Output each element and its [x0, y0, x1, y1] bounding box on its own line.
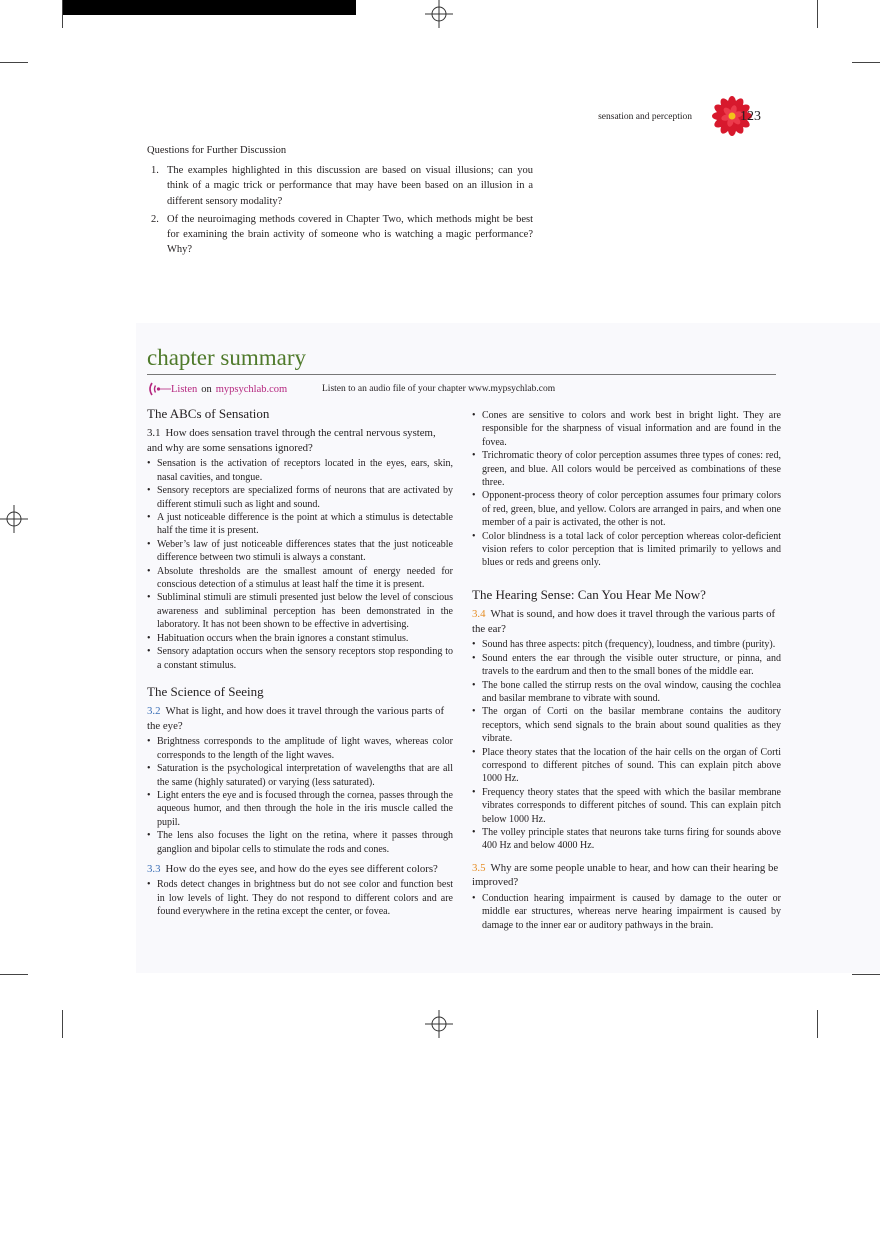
audio-icon [147, 382, 171, 396]
bullet-list [472, 409, 781, 570]
summary-divider [147, 374, 776, 375]
list-item: • Saturation is the psychological interpretation of wavelengths that are all the same (highly saturated) or varying (less saturated). [147, 762, 453, 789]
learning-objective [147, 862, 453, 877]
list-item: • The volley principle states that neurons take turns firing for sounds above 400 Hz and below 4000 Hz. [472, 826, 781, 853]
listen-link[interactable] [147, 382, 287, 396]
learning-objective [147, 426, 453, 455]
chapter-summary-title: chapter summary [147, 345, 307, 370]
question-number: 1. [151, 165, 159, 176]
list-item: • Opponent-process theory of color perception assumes four primary colors of red, green, blue, and yellow. Colors are arranged in pairs, and when one member of a pair is activated, the other is not. [472, 489, 781, 529]
section-heading: The Science of Seeing [147, 683, 264, 699]
printer-black-bar [62, 0, 356, 15]
summary-right-column [472, 409, 781, 932]
list-item: • Cones are sensitive to colors and work best in bright light. They are responsible for the sharpness of visual information and are found in the fovea. [472, 409, 781, 449]
crop-mark [0, 974, 28, 975]
list-item: • Color blindness is a total lack of color perception whereas color-deficient vision refers to color perception that is limited primarily to yellows and blues or reds and greens only. [472, 530, 781, 570]
list-item: • Light enters the eye and is focused through the cornea, passes through the aqueous humor, and then through the hole in the iris muscle called the pupil. [147, 789, 453, 829]
learning-objective-text: What is light, and how does it travel through the various parts of the eye? [147, 705, 445, 732]
list-item: • The lens also focuses the light on the retina, where it passes through ganglion and bipolar cells to stimulate the rods and cones. [147, 829, 453, 856]
question-text: Of the neuroimaging methods covered in Chapter Two, which methods might be best for examining the brain activity of someone who is watching a magic performance? Why? [167, 213, 533, 256]
list-item: • Rods detect changes in brightness but do not see color and function best in low levels of light. They do not respond to different colors and are found everywhere in the retina except the center, or fovea. [147, 878, 453, 918]
crop-mark [62, 0, 63, 28]
learning-objective-text: What is sound, and how does it travel through the various parts of the ear? [472, 608, 776, 635]
learning-objective-number: 3.5 [472, 861, 486, 874]
crop-mark [62, 1010, 63, 1038]
learning-objective [472, 861, 781, 890]
question-item [147, 163, 533, 209]
crop-mark [0, 62, 28, 63]
bullet-list [472, 892, 781, 932]
list-item: • Sensation is the activation of receptors located in the eyes, ears, skin, nasal cavities, and tongue. [147, 457, 453, 484]
registration-mark-icon [425, 1010, 453, 1038]
crop-mark [852, 974, 880, 975]
listen-on-label: on [201, 383, 212, 395]
list-item: • Sound has three aspects: pitch (frequency), loudness, and timbre (purity). [472, 638, 781, 651]
questions-list [147, 163, 533, 261]
list-item: • Habituation occurs when the brain ignores a constant stimulus. [147, 632, 453, 645]
learning-objective-number: 3.1 [147, 427, 161, 440]
learning-objective-text: How do the eyes see, and how do the eyes see different colors? [165, 862, 438, 875]
bullet-list [147, 735, 453, 856]
list-item: • Conduction hearing impairment is caused by damage to the outer or middle ear structures, whereas nerve hearing impairment is caused by damage to the inner ear or auditory pathways in the brain. [472, 892, 781, 932]
bullet-list [472, 638, 781, 853]
learning-objective-number: 3.3 [147, 862, 161, 875]
crop-mark [817, 1010, 818, 1038]
learning-objective-text: How does sensation travel through the central nervous system, and why are some sensations ignored? [147, 427, 436, 454]
crop-mark [817, 0, 818, 28]
learning-objective-number: 3.2 [147, 705, 161, 718]
learning-objective-number: 3.4 [472, 608, 486, 621]
list-item: • Trichromatic theory of color perception assumes three types of cones: red, green, and blue. All colors would be perceived as combinations of these three. [472, 449, 781, 489]
section-heading: The ABCs of Sensation [147, 406, 270, 421]
list-item: • Frequency theory states that the speed with which the basilar membrane vibrates corresponds to different pitches of sound. This can explain pitch below 1000 Hz. [472, 786, 781, 826]
learning-objective-text: Why are some people unable to hear, and how can their hearing be improved? [472, 861, 779, 889]
registration-mark-icon [0, 505, 28, 533]
questions-title: Questions for Further Discussion [147, 145, 287, 156]
listen-label[interactable]: Listen [171, 383, 198, 395]
question-text: The examples highlighted in this discussion are based on visual illusions; can you think of a magic trick or performance that may have been based on an illusion in a different sensory modality? [167, 165, 533, 207]
listen-description: Listen to an audio file of your chapter www.mypsychlab.com [322, 384, 556, 394]
question-number: 2. [151, 213, 159, 225]
running-head-title: sensation and perception [598, 112, 692, 122]
list-item: • Absolute thresholds are the smallest amount of energy needed for conscious detection of a stimulus at least half the time it is present. [147, 565, 453, 592]
question-item [147, 212, 533, 258]
registration-mark-icon [425, 0, 453, 28]
mypsychlab-link[interactable]: mypsychlab.com [215, 383, 288, 395]
summary-left-column [147, 407, 453, 919]
section-heading: The Hearing Sense: Can You Hear Me Now? [472, 586, 706, 602]
list-item: • The bone called the stirrup rests on the oval window, causing the cochlea and basilar membrane to vibrate with sound. [472, 679, 781, 706]
learning-objective [472, 607, 781, 636]
list-item: • Subliminal stimuli are stimuli presented just below the level of conscious awareness and subliminal perception has been demonstrated in the laboratory. It has not been shown to be effective in advertising. [147, 591, 453, 631]
list-item: • A just noticeable difference is the point at which a stimulus is detectable half the time it is present. [147, 511, 453, 538]
page-number: 123 [740, 109, 761, 124]
list-item: • Sound enters the ear through the visible outer structure, or pinna, and travels to the eardrum and then to the small bones of the middle ear. [472, 652, 781, 679]
list-item: • Sensory adaptation occurs when the sensory receptors stop responding to a constant stimulus. [147, 645, 453, 672]
list-item: • Weber’s law of just noticeable differences states that the just noticeable difference between two stimuli is always a constant. [147, 538, 453, 565]
crop-mark [852, 62, 880, 63]
list-item: • The organ of Corti on the basilar membrane contains the auditory receptors, which send signals to the brain about sound qualities as they vibrate. [472, 705, 781, 745]
list-item: • Brightness corresponds to the amplitude of light waves, whereas color corresponds to the length of the light waves. [147, 735, 453, 762]
bullet-list [147, 457, 453, 672]
list-item: • Sensory receptors are specialized forms of neurons that are activated by different stimuli such as light and sound. [147, 484, 453, 511]
learning-objective [147, 704, 453, 733]
bullet-list [147, 878, 453, 918]
list-item: • Place theory states that the location of the hair cells on the organ of Corti correspond to different pitches of sound. This can explain pitch above 1000 Hz. [472, 746, 781, 786]
